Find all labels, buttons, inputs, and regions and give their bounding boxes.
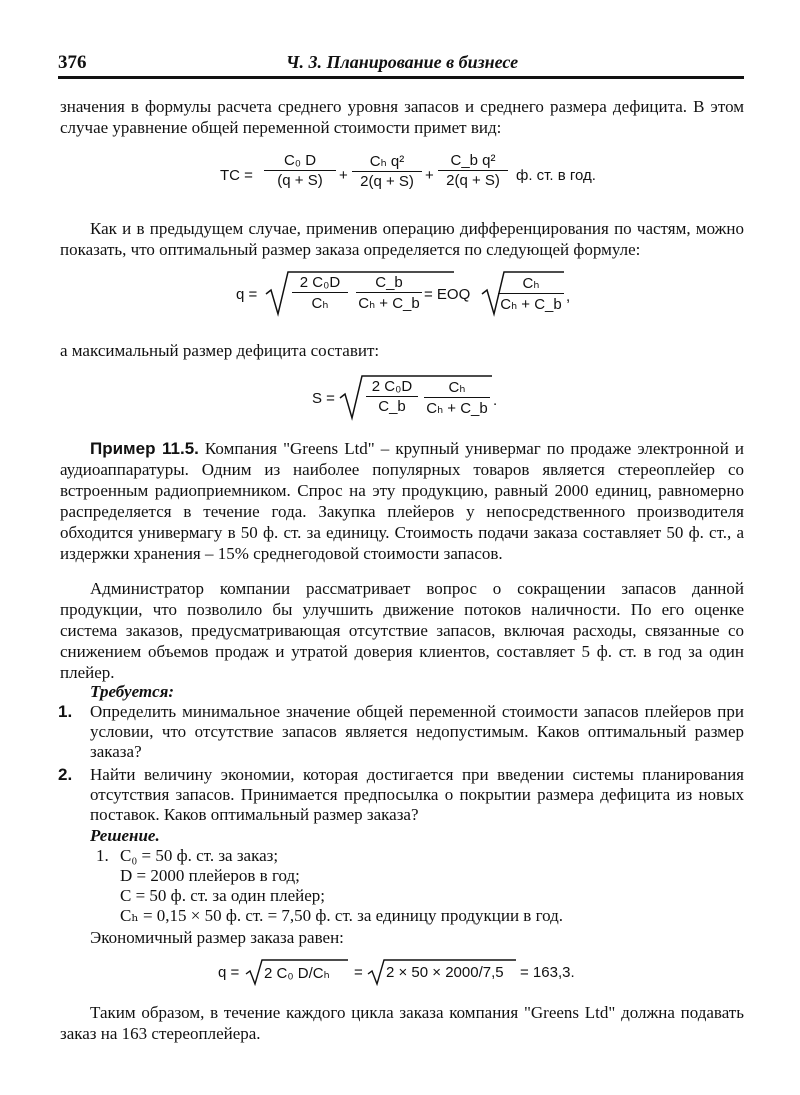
eoq-intro: Экономичный размер заказа равен: <box>90 928 344 947</box>
eoq-root-1: 2 C₀ D/Cₕ <box>264 965 330 982</box>
q-mid: = EOQ <box>424 286 471 303</box>
solution-d: D = 2000 плейеров в год; <box>120 866 300 885</box>
q-f2-num: C_b <box>356 274 422 293</box>
tc-f3-num: C_b q² <box>438 152 508 171</box>
s-lhs: S = <box>312 390 335 407</box>
q-tail: , <box>566 288 571 305</box>
example-paragraph <box>60 438 744 564</box>
intro-paragraph: значения в формулы расчета среднего уровня запасов и среднего размера дефицита. В этом случае уравнение общей переменной стоимости примет вид: <box>60 97 744 137</box>
s-fraction-1 <box>366 378 418 415</box>
conclusion-paragraph: Таким образом, в течение каждого цикла заказа компания "Greens Ltd" должна подавать заказ на 163 стереоплейера. <box>60 1003 744 1043</box>
q-f3-den: Cₕ + C_b <box>500 296 562 313</box>
tc-fraction-2 <box>352 152 422 190</box>
tc-unit: ф. ст. в год. <box>516 167 596 184</box>
q-fraction-2 <box>356 274 422 312</box>
diff-paragraph: Как и в предыдущем случае, применив операцию дифференцирования по частям, можно показать, что оптимальный размер заказа определяется по следующей формуле: <box>60 219 744 259</box>
tc-plus-1: + <box>339 167 348 184</box>
example-text: Компания "Greens Ltd" – крупный универмаг по продаже электронной и аудиоаппаратуры. Одним из наиболее популярных товаров является стереоплейер со встроенным радиоприемником. Спрос на эту продукцию, равный 2000 единиц, равномерно распределяется в течение года. Закупка плейеров у непосредственного производителя обходится универмагу в 50 ф. ст. за единицу. Стоимость подачи заказа составляет 50 ф. ст., а издержки хранения – 15% среднегодовой стоимости запасов. <box>60 439 744 563</box>
q-f1-num: 2 C₀D <box>292 274 348 293</box>
tc-f1-den: (q + S) <box>277 172 323 189</box>
admin-paragraph: Администратор компании рассматривает вопрос о сокращении запасов данной продукции, что позволило бы улучшить движение потоков наличности. По его оценке система заказов, предусматривающая отсутствие запасов, включая расходы, связанные со снижением объемов продаж и утратой доверия клиентов, составляет 5 ф. ст. в год за один плейер. <box>60 579 744 682</box>
solution-heading: Решение. <box>90 826 160 845</box>
s-f2-num: Cₕ <box>424 378 490 398</box>
s-f1-den: C_b <box>378 398 406 415</box>
s-fraction-2 <box>424 378 490 417</box>
q-f2-den: Cₕ + C_b <box>358 295 420 312</box>
example-label: Пример 11.5. <box>90 439 199 458</box>
eoq-lhs: q = <box>218 964 240 981</box>
q-f1-den: Cₕ <box>311 295 329 312</box>
header-rule <box>58 76 744 79</box>
eoq-result: = 163,3. <box>520 964 575 981</box>
task-2-text: Найти величину экономии, которая достигается при введении системы планирования отсутствия запасов. Принимается предпосылка о покрытии размера дефицита из новых поставок. Каков оптимальный размер заказа? <box>90 765 744 824</box>
eoq-eq: = <box>354 964 363 981</box>
tc-plus-2: + <box>425 167 434 184</box>
tc-f3-den: 2(q + S) <box>446 172 500 189</box>
s-formula <box>312 372 512 426</box>
max-deficit-paragraph: а максимальный размер дефицита составит: <box>60 341 380 360</box>
eoq-root-2: 2 × 50 × 2000/7,5 <box>386 964 504 981</box>
q-fraction-3 <box>498 274 564 313</box>
tc-formula <box>220 152 600 202</box>
solution-c0: C₀ = 50 ф. ст. за заказ; <box>120 846 279 865</box>
required-heading: Требуется: <box>90 682 175 701</box>
tc-f1-num: C₀ D <box>264 152 336 171</box>
q-f3-num: Cₕ <box>498 274 564 294</box>
solution-c: C = 50 ф. ст. за один плейер; <box>120 886 325 905</box>
tc-f2-den: 2(q + S) <box>360 173 414 190</box>
eoq-formula <box>218 958 598 988</box>
tc-lhs: TC = <box>220 167 253 184</box>
page-header <box>58 48 744 78</box>
tc-fraction-3 <box>438 152 508 189</box>
s-f2-den: Cₕ + C_b <box>426 400 488 417</box>
q-lhs: q = <box>236 286 258 303</box>
solution-num: 1. <box>96 846 109 865</box>
running-title: Ч. 3. Планирование в бизнесе <box>286 52 519 72</box>
tc-fraction-1 <box>264 152 336 189</box>
solution-ch: Cₕ = 0,15 × 50 ф. ст. = 7,50 ф. ст. за единицу продукции в год. <box>120 906 564 925</box>
q-formula <box>236 268 576 322</box>
task-2-number: 2. <box>58 765 73 784</box>
s-tail: . <box>493 392 498 409</box>
task-1-number: 1. <box>58 702 73 721</box>
task-1-text: Определить минимальное значение общей переменной стоимости запасов плейеров при условии, что отсутствие запасов является недопустимым. Каков оптимальный размер заказа? <box>90 702 744 761</box>
s-f1-num: 2 C₀D <box>366 378 418 397</box>
page-number: 376 <box>58 52 87 73</box>
q-fraction-1 <box>292 274 348 312</box>
tc-f2-num: Cₕ q² <box>352 152 422 172</box>
